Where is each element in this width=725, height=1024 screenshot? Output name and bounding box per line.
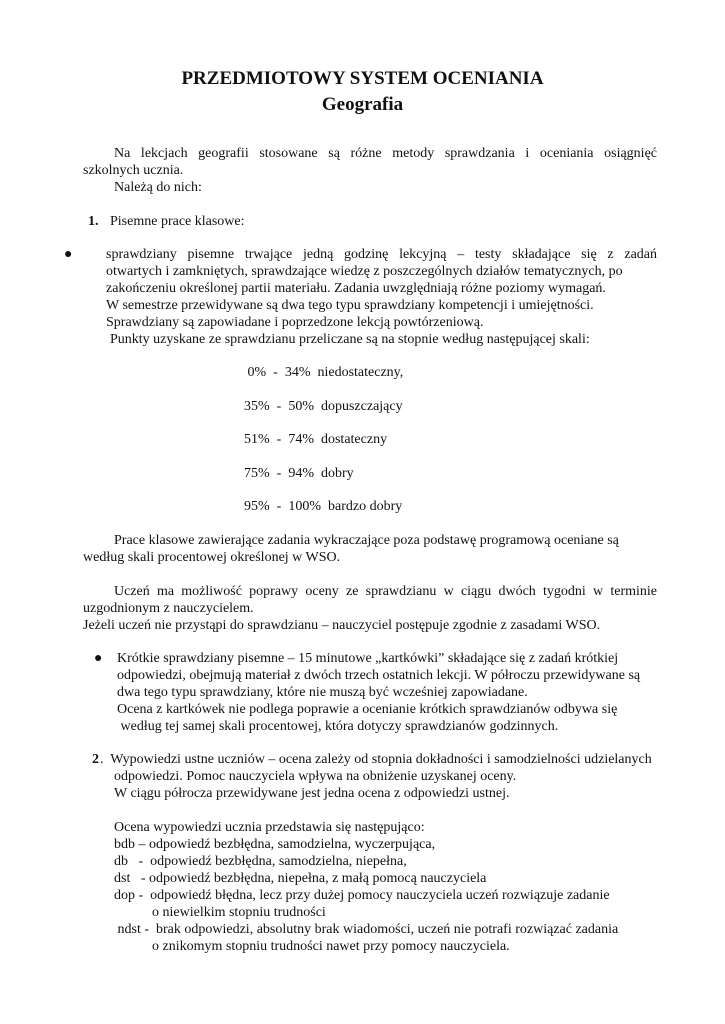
- grade-line: o niewielkim stopniu trudności: [152, 905, 326, 920]
- grade-line: ndst - brak odpowiedzi, absolutny brak wiadomości, uczeń nie potrafi rozwiązać zadania: [114, 922, 619, 937]
- bullet2-line: według tej samej skali procentowej, która dotyczy sprawdzianów godzinnych.: [117, 719, 559, 734]
- section1-line: sprawdziany pisemne trwające jedną godzinę lekcyjną – testy składające się z zadań: [106, 247, 657, 262]
- intro-line: szkolnych ucznia.: [83, 163, 184, 178]
- grade-line: o znikomym stopniu trudności nawet przy pomocy nauczyciela.: [152, 939, 510, 954]
- page-subtitle: Geografia: [321, 94, 404, 115]
- section1-line: otwartych i zamkniętych, sprawdzające wiedzę z poszczególnych działów tematycznych, po: [106, 264, 623, 279]
- scale-item: 35% - 50% dopuszczający: [244, 399, 403, 414]
- section2-line: . Wypowiedzi ustne uczniów – ocena zależy od stopnia dokładności i samodzielności udzielanych: [100, 752, 652, 767]
- section2-line: odpowiedzi. Pomoc nauczyciela wpływa na obniżenie uzyskanej oceny.: [114, 769, 517, 784]
- section1-heading: Pisemne prace klasowe:: [110, 214, 245, 229]
- bullet2-line: Krótkie sprawdziany pisemne – 15 minutowe „kartkówki” składające się z zadań krótkiej: [117, 651, 619, 666]
- scale-item: 95% - 100% bardzo dobry: [244, 499, 403, 514]
- bullet2-line: Ocena z kartkówek nie podlega poprawie a ocenianie krótkich sprawdzianów odbywa się: [117, 702, 618, 717]
- scale-item: 51% - 74% dostateczny: [244, 432, 388, 447]
- grade-line: bdb – odpowiedź bezbłędna, samodzielna, wyczerpująca,: [114, 837, 436, 852]
- paragraph-line: uzgodnionym z nauczycielem.: [83, 601, 254, 616]
- section1-line: zakończeniu określonej partii materiału. Zadania uwzględniają różne poziomy wymagań.: [106, 281, 606, 296]
- paragraph-line: według skali procentowej określonej w WSO.: [83, 550, 341, 565]
- bullet2-line: dwa tego typu sprawdziany, które nie muszą być wcześniej zapowiadane.: [117, 685, 528, 700]
- scale-item: 0% - 34% niedostateczny,: [244, 365, 404, 380]
- intro-line: Na lekcjach geografii stosowane są różne metody sprawdzania i oceniania osiągnięć: [114, 146, 657, 161]
- paragraph-line: Prace klasowe zawierające zadania wykraczające poza podstawę programową oceniane są: [114, 533, 619, 548]
- section2-number: 2: [92, 752, 99, 767]
- section1-line: Punkty uzyskane ze sprawdzianu przeliczane są na stopnie według następującej skali:: [110, 332, 590, 347]
- grade-line: db - odpowiedź bezbłędna, samodzielna, niepełna,: [114, 854, 407, 869]
- grade-line: dop - odpowiedź błędna, lecz przy dużej pomocy nauczyciela uczeń rozwiązuje zadanie: [114, 888, 610, 903]
- page-title: PRZEDMIOTOWY SYSTEM OCENIANIA: [181, 68, 544, 89]
- section1-number: 1.: [88, 214, 99, 229]
- section1-line: W semestrze przewidywane są dwa tego typu sprawdziany kompetencji i umiejętności.: [106, 298, 594, 313]
- intro-line: Należą do nich:: [114, 180, 202, 195]
- paragraph-line: Jeżeli uczeń nie przystąpi do sprawdzianu – nauczyciel postępuje zgodnie z zasadami WSO.: [83, 618, 601, 633]
- bullet-icon: ●: [94, 651, 103, 666]
- scale-item: 75% - 94% dobry: [244, 466, 354, 481]
- paragraph-line: Uczeń ma możliwość poprawy oceny ze sprawdzianu w ciągu dwóch tygodni w terminie: [114, 584, 657, 599]
- grade-line: dst - odpowiedź bezbłędna, niepełna, z małą pomocą nauczyciela: [114, 871, 487, 886]
- grading-intro: Ocena wypowiedzi ucznia przedstawia się następująco:: [114, 820, 425, 835]
- bullet-icon: ●: [64, 247, 73, 262]
- section2-line: W ciągu półrocza przewidywane jest jedna ocena z odpowiedzi ustnej.: [114, 786, 510, 801]
- bullet2-line: odpowiedzi, obejmują materiał z dwóch trzech ostatnich lekcji. W półroczu przewidywane są: [117, 668, 641, 683]
- section1-line: Sprawdziany są zapowiadane i poprzedzone lekcją powtórzeniową.: [106, 315, 484, 330]
